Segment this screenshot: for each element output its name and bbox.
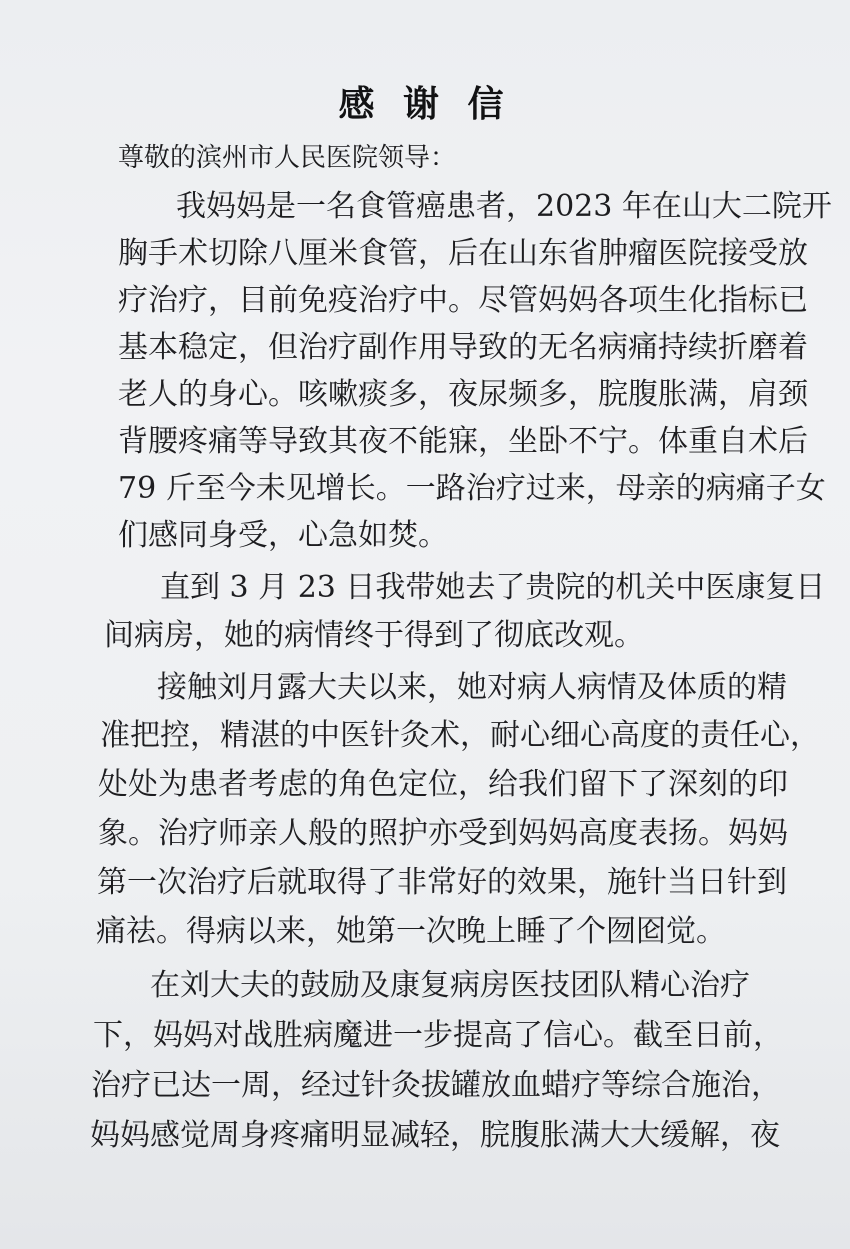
body-line: 准把控，精湛的中医针灸术，耐心细心高度的责任心，: [100, 718, 820, 753]
letter-salutation: 尊敬的滨州市人民医院领导：: [118, 143, 457, 173]
body-line: 基本稳定，但治疗副作用导致的无名病痛持续折磨着: [118, 330, 808, 365]
body-line: 下，妈妈对战胜病魔进一步提高了信心。截至日前，: [93, 1018, 783, 1053]
body-line: 们感同身受，心急如焚。: [118, 518, 448, 553]
body-line: 治疗已达一周，经过针灸拔罐放血蜡疗等综合施治，: [91, 1068, 781, 1103]
body-line: 胸手术切除八厘米食管，后在山东省肿瘤医院接受放: [118, 236, 808, 271]
body-line: 老人的身心。咳嗽痰多，夜尿频多，脘腹胀满，肩颈: [118, 377, 808, 412]
body-line: 我妈妈是一名食管癌患者，2023 年在山大二院开: [176, 189, 832, 224]
body-line: 象。治疗师亲人般的照护亦受到妈妈高度表扬。妈妈: [98, 816, 788, 851]
body-line: 处处为患者考虑的角色定位，给我们留下了深刻的印: [98, 767, 788, 802]
body-line: 第一次治疗后就取得了非常好的效果，施针当日针到: [97, 865, 787, 900]
letter-title: 感 谢 信: [338, 83, 512, 125]
body-line: 妈妈感觉周身疼痛明显减轻，脘腹胀满大大缓解，夜: [90, 1118, 780, 1153]
body-line: 79 斤至今未见增长。一路治疗过来，母亲的病痛子女: [118, 471, 826, 506]
body-line: 疗治疗，目前免疫治疗中。尽管妈妈各项生化指标已: [118, 283, 808, 318]
body-line: 直到 3 月 23 日我带她去了贵院的机关中医康复日: [160, 570, 826, 605]
body-line: 间病房，她的病情终于得到了彻底改观。: [104, 618, 644, 653]
body-line: 痛祛。得病以来，她第一次晚上睡了个囫囵觉。: [96, 914, 726, 949]
body-line: 背腰疼痛等导致其夜不能寐，坐卧不宁。体重自术后: [118, 424, 808, 459]
body-line: 接触刘月露大夫以来，她对病人病情及体质的精: [157, 670, 787, 705]
body-line: 在刘大夫的鼓励及康复病房医技团队精心治疗: [150, 968, 750, 1003]
